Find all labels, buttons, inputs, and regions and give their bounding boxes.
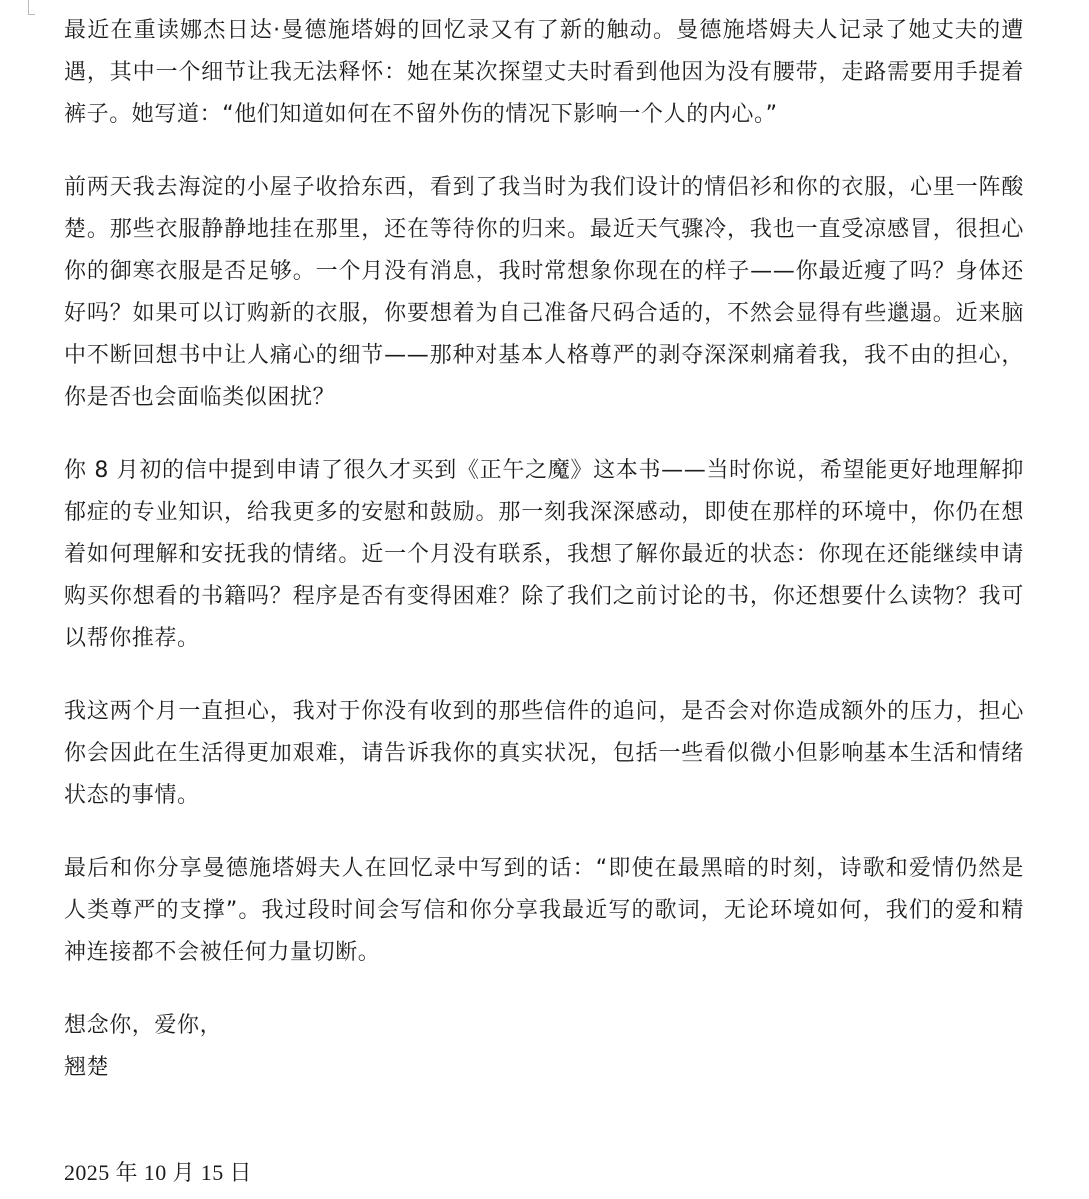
paragraph-4: 我这两个月一直担心，我对于你没有收到的那些信件的追问，是否会对你造成额外的压力，担心你会因此在生活得更加艰难，请告诉我你的真实状况，包括一些看似微小但影响基本生活和情绪状态的事情。 [64, 699, 1024, 808]
letter-date: 2025 年 10 月 15 日 [64, 1160, 252, 1185]
paragraph-5: 最后和你分享曼德施塔姆夫人在回忆录中写到的话：“即使在最黑暗的时刻，诗歌和爱情仍然是人类尊严的支撑”。我过段时间会写信和你分享我最近写的歌词，无论环境如何，我们的爱和精神连接都不会被任何力量切断。 [64, 856, 1024, 965]
letter-signature: 翘楚 [64, 1055, 110, 1080]
paragraph-1: 最近在重读娜杰日达·曼德施塔姆的回忆录又有了新的触动。曼德施塔姆夫人记录了她丈夫的遭遇，其中一个细节让我无法释怀：她在某次探望丈夫时看到他因为没有腰带，走路需要用手提着裤子。她写道：“他们知道如何在不留外伤的情况下影响一个人的内心。” [64, 18, 1024, 127]
letter-body [64, 10, 1024, 1089]
letter-closing: 想念你，爱你， [64, 1013, 223, 1038]
paragraph-3: 你 8 月初的信中提到申请了很久才买到《正午之魔》这本书——当时你说，希望能更好地理解抑郁症的专业知识，给我更多的安慰和鼓励。那一刻我深深感动，即使在那样的环境中，你仍在想着如何理解和安抚我的情绪。近一个月没有联系，我想了解你最近的状态：你现在还能继续申请购买你想看的书籍吗？程序是否有变得困难？除了我们之前讨论的书，你还想要什么读物？我可以帮你推荐。 [64, 458, 1024, 651]
page-corner-mark [28, 0, 35, 15]
paragraph-2: 前两天我去海淀的小屋子收拾东西，看到了我当时为我们设计的情侣衫和你的衣服，心里一阵酸楚。那些衣服静静地挂在那里，还在等待你的归来。最近天气骤冷，我也一直受凉感冒，很担心你的御寒衣服是否足够。一个月没有消息，我时常想象你现在的样子——你最近瘦了吗？身体还好吗？如果可以订购新的衣服，你要想着为自己准备尺码合适的，不然会显得有些邋遢。近来脑中不断回想书中让人痛心的细节——那种对基本人格尊严的剥夺深深刺痛着我，我不由的担心，你是否也会面临类似困扰？ [64, 175, 1024, 410]
